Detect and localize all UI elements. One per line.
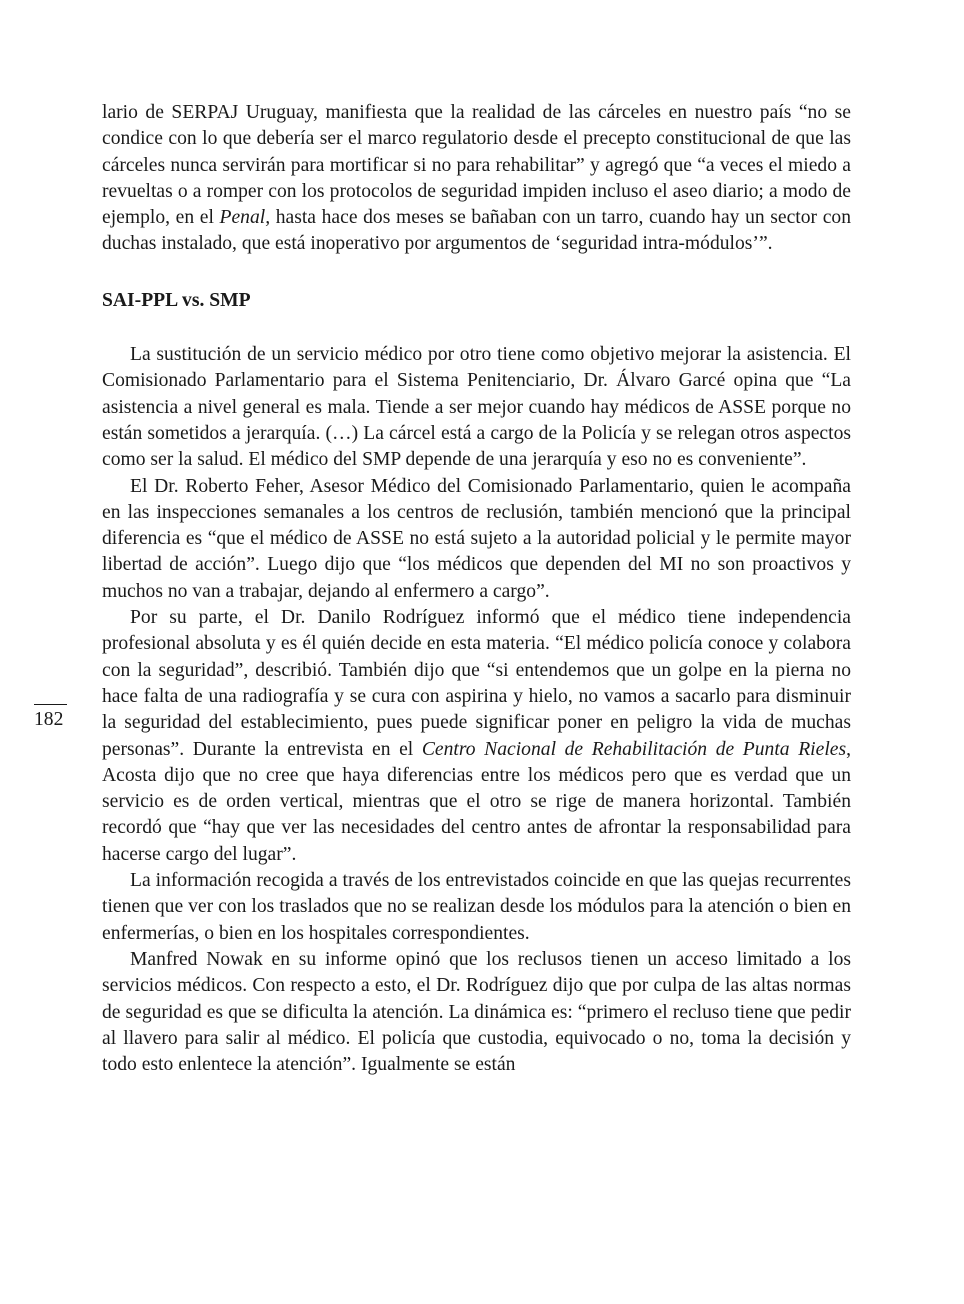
paragraph-feher: El Dr. Roberto Feher, Asesor Médico del Comisionado Parlamentario, quien le acompaña en las inspecciones semanales a los centros de reclusión, también mencionó que la principal diferencia es “que el médico de ASSE no está sujeto a la autoridad policial y le permite mayor libertad de acción”. Luego dijo que “los médicos que dependen del MI no son proactivos y muchos no van a trabajar, dejando al enfermero a cargo”. (102, 475, 851, 602)
page-body (102, 100, 851, 1078)
paragraph-intro-italic-penal: Penal, (219, 207, 271, 229)
paragraph-rodriguez-text-b: , Acosta dijo que no cree que haya diferencias entre los médicos pero que es verdad que un servicio es de orden vertical, mientras que el otro se rige de manera horizontal. También recordó que “hay que ver las necesidades del centro antes de afrontar la responsabilidad para hacerse cargo del lugar”. (102, 738, 851, 865)
section-heading: SAI-PPL vs. SMP (102, 289, 251, 311)
page-number: 182 (34, 709, 64, 730)
paragraph-intro-text-b: hasta hace dos meses se bañaban con un tarro, cuando hay un sector con duchas instalado, que está inoperativo por argumentos de ‘seguridad intra-módulos’”. (102, 207, 851, 255)
paragraph-rodriguez-text-a: Por su parte, el Dr. Danilo Rodríguez informó que el médico tiene independencia profesional absoluta y es él quién decide en esta materia. “El médico policía conoce y colabora con la seguridad”, describió. También dijo que “si entendemos que un golpe en la pierna no hace falta de una radiografía y se cura con aspirina y hielo, no vamos a sacarlo para disminuir la seguridad del establecimiento, pues puede significar poner en peligro la vida de muchas personas”. Durante la entrevista en el (102, 607, 851, 760)
paragraph-nowak: Manfred Nowak en su informe opinó que los reclusos tienen un acceso limitado a los servicios médicos. Con respecto a esto, el Dr. Rodríguez dijo que por culpa de las altas normas de seguridad es que se dificulta la atención. La dinámica es: “primero el recluso tiene que pedir al llavero para salir al médico. El policía que custodia, equivocado o no, toma la decisión y todo esto enlentece la atención”. Igualmente se están (102, 948, 851, 1076)
page-number-rule (34, 704, 67, 705)
paragraph-rodriguez-italic-centro: Centro Nacional de Rehabilitación de Punta Rieles (421, 738, 847, 760)
paragraph-informacion: La información recogida a través de los entrevistados coincide en que las quejas recurrentes tienen que ver con los traslados que no se realizan desde los módulos para la atención o bien en enfermerías, o bien en los hospitales correspondientes. (102, 870, 851, 944)
paragraph-sustitucion: La sustitución de un servicio médico por otro tiene como objetivo mejorar la asistencia. El Comisionado Parlamentario para el Sistema Penitenciario, Dr. Álvaro Garcé opina que “La asistencia a nivel general es mala. Tiende a ser mejor cuando hay médicos de ASSE porque no están sometidos a jerarquía. (…) La cárcel está a cargo de la Policía y se relegan otros aspectos como ser la salud. El médico del SMP depende de una jerarquía y eso no es conveniente”. (102, 344, 851, 471)
paragraph-intro-text-a: lario de SERPAJ Uruguay, manifiesta que la realidad de las cárceles en nuestro país “no se condice con lo que debería ser el marco regulatorio desde el precepto constitucional de que las cárceles nunca servirán para mortificar si no para rehabilitar” y agregó que “a veces el miedo a revueltas o a romper con los protocolos de seguridad impiden incluso el aseo diario; a modo de ejemplo, en el (102, 102, 851, 229)
paragraph-rodriguez (102, 605, 851, 868)
paragraph-intro (102, 100, 851, 258)
